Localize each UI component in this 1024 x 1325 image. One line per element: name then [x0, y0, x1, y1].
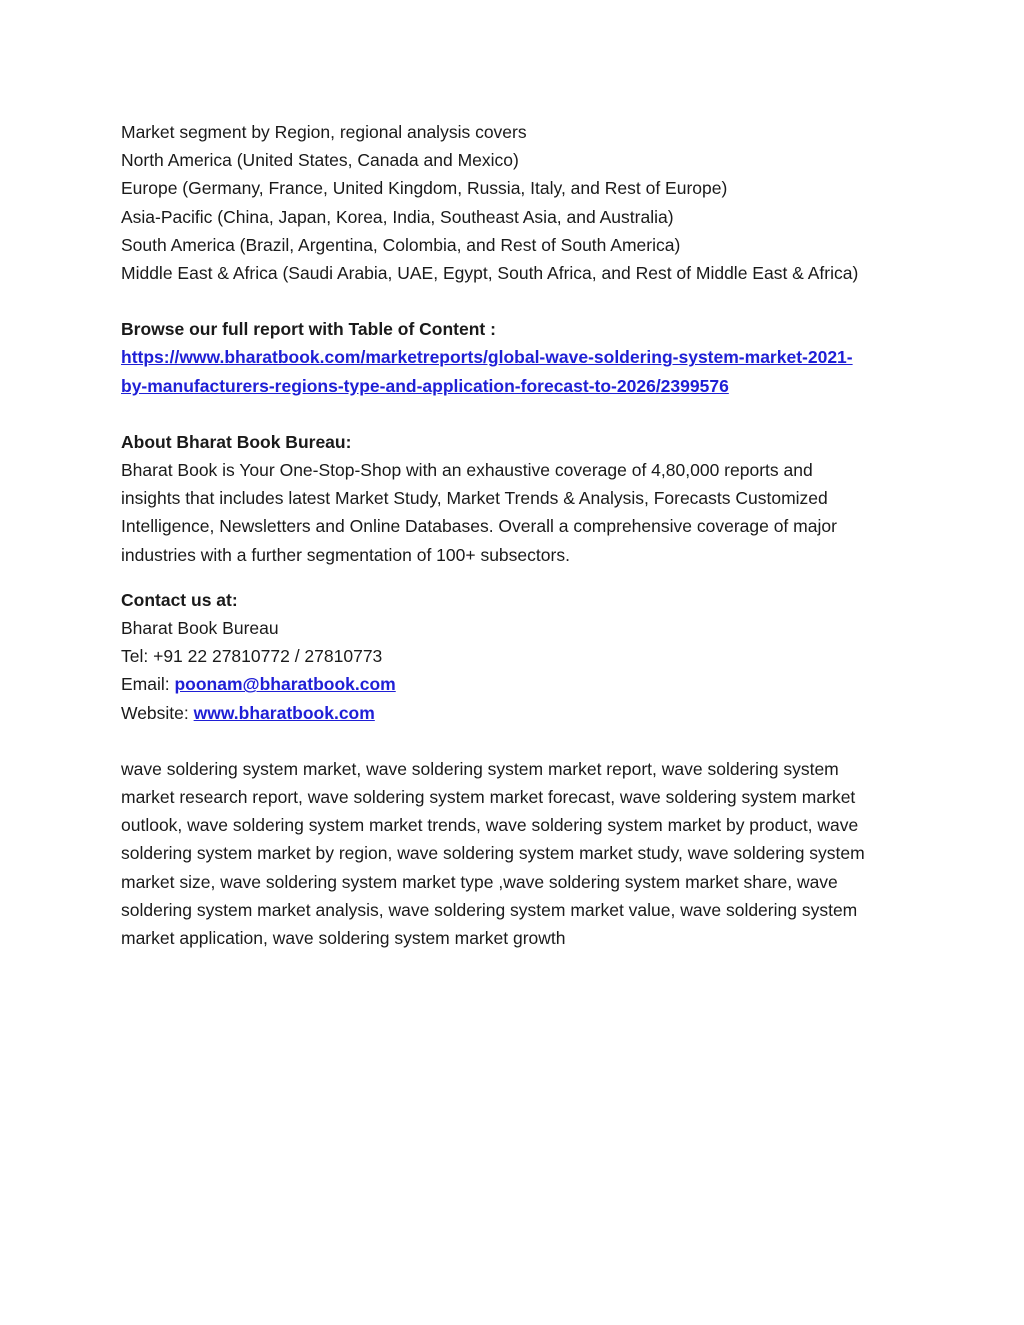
keywords-line: market size, wave soldering system market type ,wave soldering system market share, wave: [121, 871, 838, 892]
report-link-line-1[interactable]: https://www.bharatbook.com/marketreports/global-wave-soldering-system-market-2021-: [121, 347, 853, 368]
region-item: North America (United States, Canada and Mexico): [121, 150, 519, 171]
about-text-line: Bharat Book is Your One-Stop-Shop with an exhaustive coverage of 4,80,000 reports and: [121, 460, 813, 481]
keywords-line: wave soldering system market, wave soldering system market report, wave soldering system: [121, 758, 839, 779]
document-page: [121, 118, 911, 952]
about-text-line: insights that includes latest Market Study, Market Trends & Analysis, Forecasts Customized: [121, 488, 828, 509]
keywords-section: [121, 755, 911, 952]
email-link[interactable]: poonam@bharatbook.com: [174, 674, 396, 695]
about-section: [121, 428, 911, 569]
about-text-line: Intelligence, Newsletters and Online Databases. Overall a comprehensive coverage of major: [121, 516, 837, 537]
region-item: Asia-Pacific (China, Japan, Korea, India, Southeast Asia, and Australia): [121, 206, 674, 227]
website-link[interactable]: www.bharatbook.com: [193, 702, 375, 723]
email-label: Email:: [121, 674, 175, 695]
region-intro: Market segment by Region, regional analysis covers: [121, 122, 527, 142]
report-link-line-2[interactable]: by-manufacturers-regions-type-and-application-forecast-to-2026/2399576: [121, 375, 729, 396]
keywords-line: market research report, wave soldering system market forecast, wave soldering system market: [121, 787, 856, 808]
region-item: Europe (Germany, France, United Kingdom, Russia, Italy, and Rest of Europe): [121, 178, 728, 199]
region-section: [121, 118, 911, 287]
report-link-continued[interactable]: [121, 372, 911, 400]
contact-tel: Tel: +91 22 27810772 / 27810773: [121, 646, 383, 667]
browse-heading: Browse our full report with Table of Content :: [121, 319, 496, 340]
keywords-line: soldering system market analysis, wave soldering system market value, wave soldering system: [121, 899, 858, 920]
region-item: Middle East & Africa (Saudi Arabia, UAE, Egypt, South Africa, and Rest of Middle East & Africa): [121, 263, 859, 284]
contact-website-row: [121, 699, 911, 727]
about-heading: About Bharat Book Bureau:: [121, 431, 352, 452]
about-text-line: industries with a further segmentation of 100+ subsectors.: [121, 544, 570, 565]
contact-heading: Contact us at:: [121, 589, 238, 610]
website-label: Website:: [121, 702, 194, 723]
report-link[interactable]: [121, 343, 911, 371]
region-item: South America (Brazil, Argentina, Colombia, and Rest of South America): [121, 234, 681, 255]
contact-email-row: [121, 670, 911, 698]
contact-section: [121, 586, 911, 727]
browse-section: [121, 315, 911, 400]
keywords-line: outlook, wave soldering system market trends, wave soldering system market by product, wave: [121, 815, 859, 836]
keywords-line: soldering system market by region, wave soldering system market study, wave soldering system: [121, 843, 865, 864]
contact-company: Bharat Book Bureau: [121, 618, 279, 639]
keywords-line: market application, wave soldering system market growth: [121, 928, 566, 949]
